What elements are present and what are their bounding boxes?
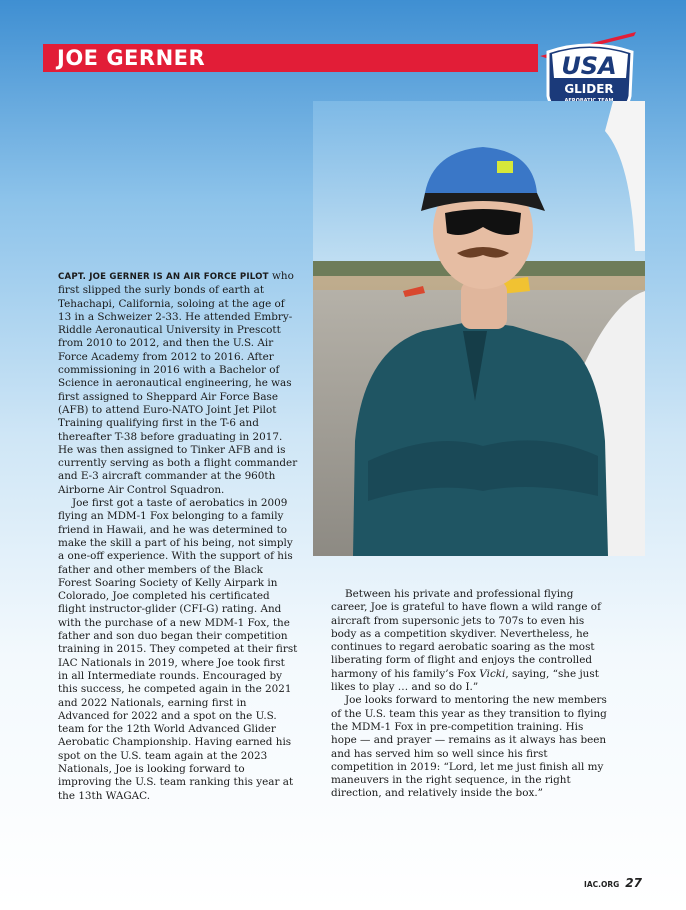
pilot-photo — [313, 101, 645, 556]
paragraph-1-text: who first slipped the surly bonds of earth at Tehachapi, California, soloing at the age of 13 in a Schweizer 2-33. He attended Embry-Riddle Aeronautical University in Prescott from 2010 to 2012, and then the U.S. Air Force Academy from 2012 to 2016. After commissioning in 2016 with a Bachelor of Science in aeronautical engineering, he was first assigned to Sheppard Air Force Base (AFB) to attend Euro-NATO Joint Jet Pilot Training qualifying first in the T-6 and thereafter T-38 before graduating in 2017. He was then assigned to Tinker AFB and is currently serving as both a flight commander and E-3 aircraft commander at the 960th Airborne Air Control Squadron. — [58, 270, 298, 496]
aircraft-name: Vicki — [479, 667, 506, 680]
article-paragraph-4: Joe looks forward to mentoring the new members of the U.S. team this year as they transition to flying the MDM-1 Fox in pre-competition training. His hope — and prayer — remains as it always has been and has served him so well since his first competition in 2019: “Lord, let me just finish all my maneuvers in the right sequence, in the right direction, and relatively inside the box.” — [331, 694, 607, 800]
paragraph-3-text-a: Between his private and professional flying career, Joe is grateful to have flown a wild range of aircraft from supersonic jets to 707s to even his body as a competition skydiver. Nevertheless, he continues to regard aerobatic soaring as the most liberating form of flight and enjoys the controlled harmony of his family’s Fox — [331, 588, 601, 680]
lead-in: CAPT. JOE GERNER IS AN AIR FORCE PILOT — [58, 272, 269, 282]
title-banner — [43, 44, 538, 72]
page-number: 27 — [625, 876, 642, 890]
page-title: JOE GERNER — [57, 46, 206, 70]
paragraph-3-text-b: , saying, “she just likes to play … and so do I.” — [331, 667, 599, 694]
article-paragraph-3 — [331, 588, 607, 694]
logo-sub-text: GLIDER — [564, 82, 614, 96]
article-column-left — [58, 270, 298, 803]
logo-main-text: USA — [561, 52, 617, 80]
page-footer — [584, 876, 642, 890]
article-paragraph-1 — [58, 270, 298, 497]
article-column-right — [331, 588, 607, 801]
article-paragraph-2: Joe first got a taste of aerobatics in 2009 flying an MDM-1 Fox belonging to a family friend in Hawaii, and he was determined to make the skill a part of his being, not simply a one-off experience. With the support of his father and other members of the Black Forest Soaring Society of Kelly Airpark in Colorado, Joe completed his certificated flight instructor-glider (CFI-G) rating. And with the purchase of a new MDM-1 Fox, the father and son duo began their competition training in 2015. They competed at their first IAC Nationals in 2019, where Joe took first in all Intermediate rounds. Encouraged by this success, he competed again in the 2021 and 2022 Nationals, earning first in Advanced for 2022 and a spot on the U.S. team for the 12th World Advanced Glider Aerobatic Championship. Having earned his spot on the U.S. team again at the 2023 Nationals, Joe is looking forward to improving the U.S. team ranking this year at the 13th WAGAC. — [58, 497, 298, 802]
footer-site: IAC.ORG — [584, 880, 620, 889]
